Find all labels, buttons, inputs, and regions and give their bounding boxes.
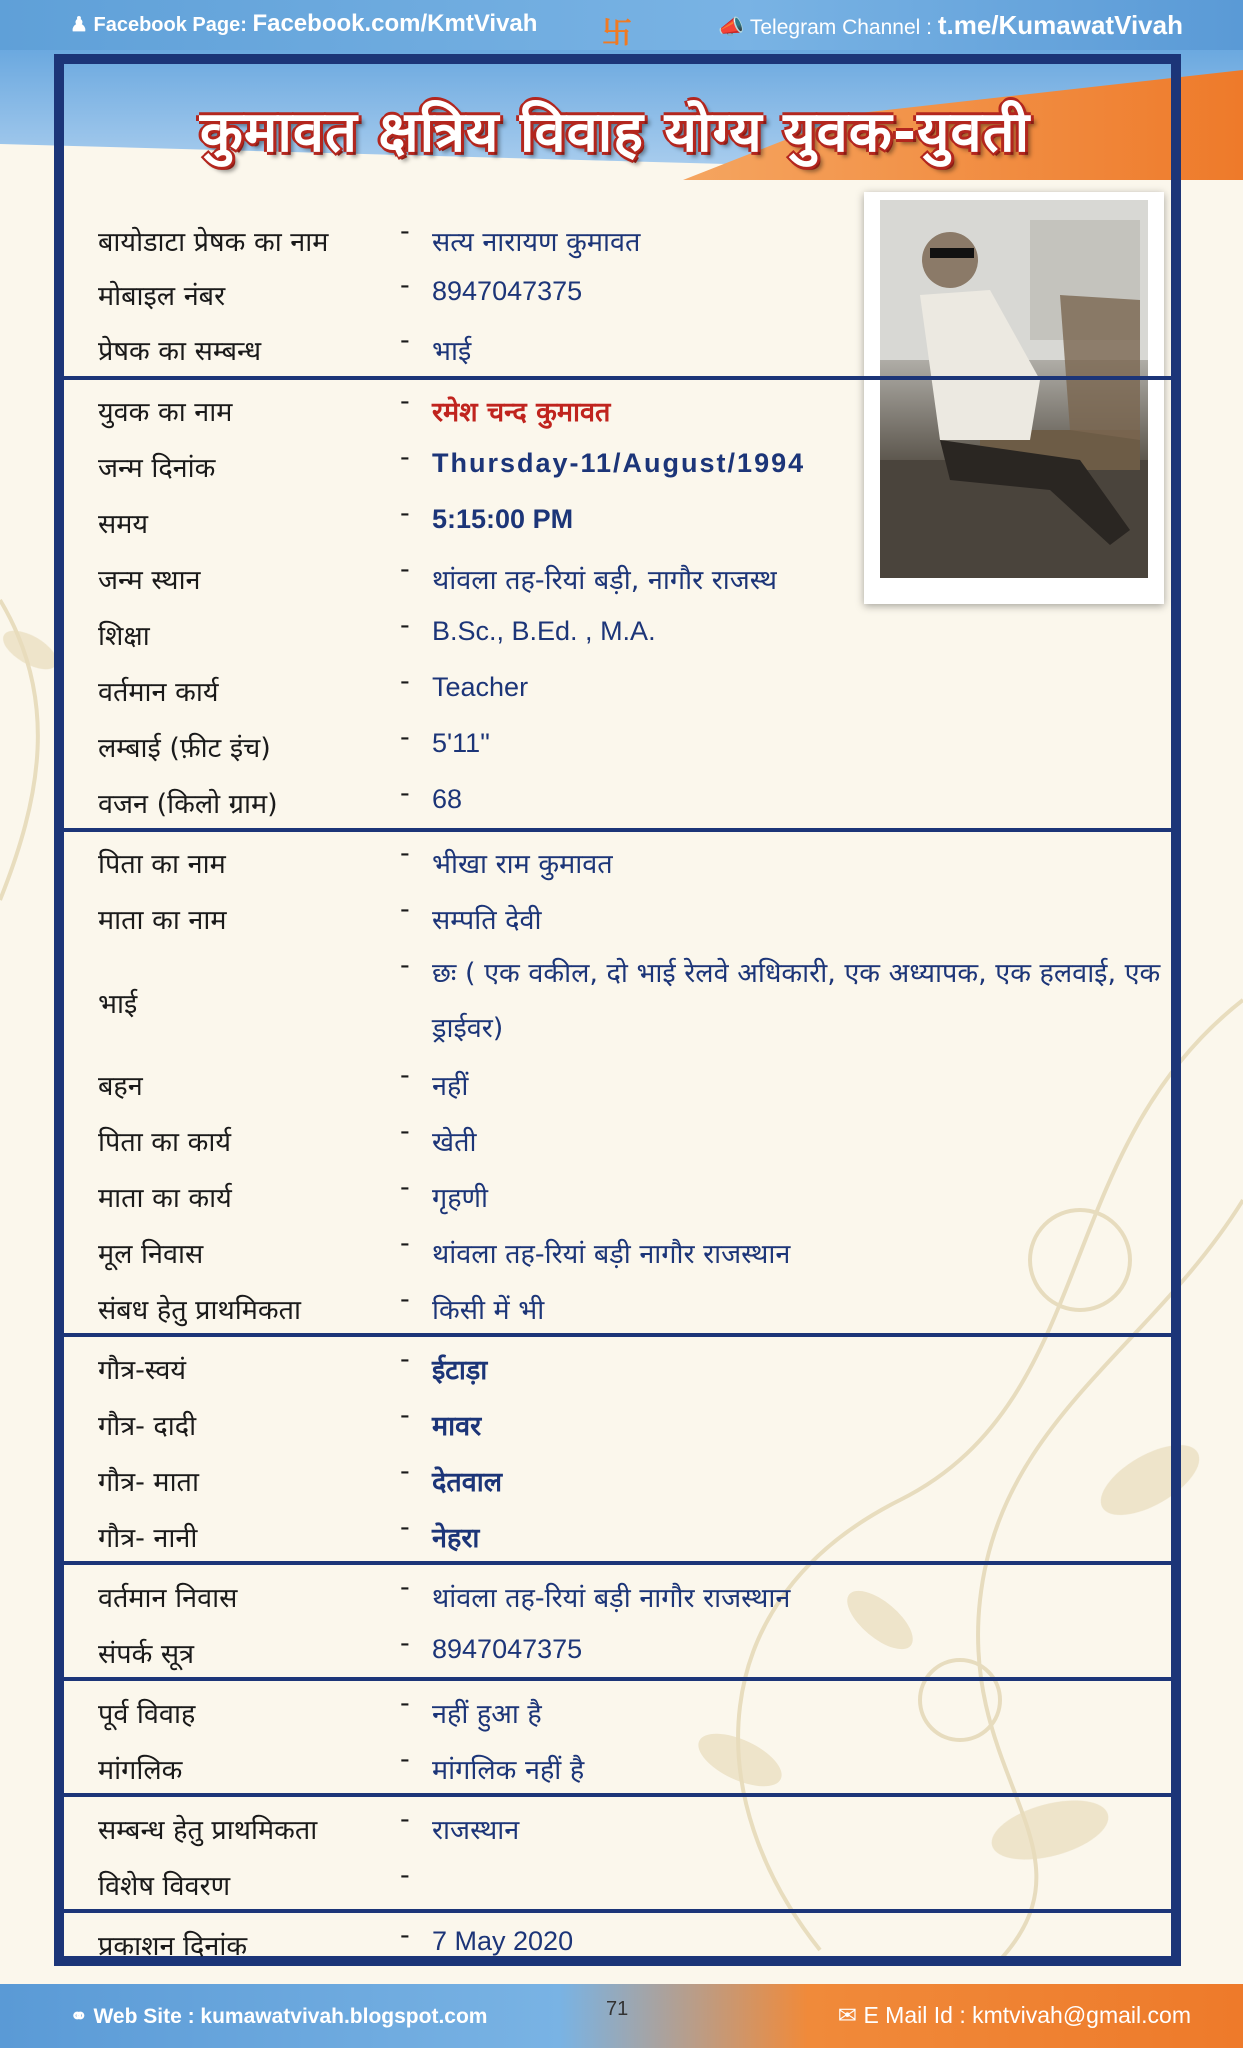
page-title: कुमावत क्षत्रिय विवाह योग्य युवक-युवती bbox=[199, 100, 1031, 165]
field-separator: - bbox=[400, 666, 410, 697]
email-link[interactable] bbox=[838, 2002, 1191, 2029]
field-label: शिक्षा bbox=[98, 621, 150, 652]
field-separator: - bbox=[400, 1344, 410, 1375]
field-label: बायोडाटा प्रेषक का नाम bbox=[98, 227, 329, 258]
field-label: जन्म स्थान bbox=[98, 565, 201, 596]
field-value: थांवला तह-रियां बड़ी नागौर राजस्थान bbox=[432, 1583, 791, 1614]
swastik-icon: 卐 bbox=[602, 17, 632, 50]
field-value: सत्य नारायण कुमावत bbox=[432, 227, 641, 258]
megaphone-icon: 📣 bbox=[718, 16, 745, 39]
field-label: विशेष विवरण bbox=[98, 1871, 231, 1902]
field-value: 5'11" bbox=[432, 728, 490, 758]
field-value: भाई bbox=[432, 336, 472, 367]
field-value: ईटाड़ा bbox=[432, 1355, 488, 1386]
field-separator: - bbox=[400, 1804, 410, 1835]
field-label: गौत्र- माता bbox=[98, 1467, 199, 1498]
field-label: मूल निवास bbox=[98, 1239, 204, 1270]
field-separator: - bbox=[400, 1456, 410, 1487]
field-separator: - bbox=[400, 778, 410, 809]
field-value: सम्पति देवी bbox=[432, 905, 542, 936]
facebook-url[interactable]: Facebook.com/KmtVivah bbox=[252, 10, 538, 37]
section-divider bbox=[64, 828, 1176, 832]
website-text[interactable]: Web Site : kumawatvivah.blogspot.com bbox=[93, 2005, 488, 2028]
field-label: सम्बन्ध हेतु प्राथमिकता bbox=[98, 1815, 318, 1846]
field-separator: - bbox=[400, 554, 410, 585]
section-divider bbox=[64, 1909, 1176, 1913]
field-separator: - bbox=[400, 386, 410, 417]
field-separator: - bbox=[400, 270, 410, 301]
field-separator: - bbox=[400, 950, 410, 981]
field-label: माता का नाम bbox=[98, 905, 227, 936]
field-value: गृहणी bbox=[432, 1183, 489, 1214]
field-value: किसी में भी bbox=[432, 1295, 545, 1326]
website-link[interactable] bbox=[70, 2004, 487, 2029]
field-label: वर्तमान निवास bbox=[98, 1583, 238, 1614]
field-value: नेहरा bbox=[432, 1523, 480, 1554]
mail-icon: ✉ bbox=[837, 2002, 858, 2028]
candidate-photo-image bbox=[880, 200, 1148, 578]
field-separator: - bbox=[400, 1512, 410, 1543]
field-value: Teacher bbox=[432, 672, 529, 702]
field-separator: - bbox=[400, 894, 410, 925]
candidate-photo bbox=[864, 192, 1164, 604]
field-value: नहीं bbox=[432, 1071, 469, 1102]
section-divider bbox=[64, 376, 1176, 380]
field-value: भीखा राम कुमावत bbox=[432, 849, 613, 880]
field-label: मांगलिक bbox=[98, 1755, 183, 1786]
field-value: देतवाल bbox=[432, 1467, 503, 1498]
field-label: बहन bbox=[98, 1071, 143, 1102]
field-separator: - bbox=[400, 1116, 410, 1147]
field-label: समय bbox=[98, 509, 149, 540]
facebook-label: Facebook Page: bbox=[93, 14, 247, 36]
field-label: वर्तमान कार्य bbox=[98, 677, 219, 708]
field-separator: - bbox=[400, 1920, 410, 1951]
section-divider bbox=[64, 1677, 1176, 1681]
field-label: वजन (किलो ग्राम) bbox=[98, 789, 278, 820]
field-label: जन्म दिनांक bbox=[98, 453, 216, 484]
field-separator: - bbox=[400, 1228, 410, 1259]
field-value: राजस्थान bbox=[432, 1815, 520, 1846]
field-separator: - bbox=[400, 1400, 410, 1431]
field-label: प्रेषक का सम्बन्ध bbox=[98, 336, 262, 367]
field-label: गौत्र- नानी bbox=[98, 1523, 198, 1554]
field-label: मोबाइल नंबर bbox=[98, 281, 226, 312]
field-separator: - bbox=[400, 1284, 410, 1315]
field-separator: - bbox=[400, 722, 410, 753]
field-value: 7 May 2020 bbox=[432, 1926, 574, 1956]
field-value: मावर bbox=[432, 1411, 482, 1442]
bottom-banner bbox=[0, 1984, 1243, 2048]
field-separator: - bbox=[400, 610, 410, 641]
field-value: B.Sc., B.Ed. , M.A. bbox=[432, 616, 656, 646]
field-value: रमेश चन्द कुमावत bbox=[432, 397, 611, 428]
field-label: गौत्र- दादी bbox=[98, 1411, 197, 1442]
field-label: माता का कार्य bbox=[98, 1183, 232, 1214]
field-separator: - bbox=[400, 325, 410, 356]
facebook-page[interactable] bbox=[70, 10, 537, 38]
field-value: Thursday-11/August/1994 bbox=[432, 448, 806, 478]
email-text[interactable]: E Mail Id : kmtvivah@gmail.com bbox=[863, 2002, 1191, 2028]
field-separator: - bbox=[400, 1688, 410, 1719]
field-value: थांवला तह-रियां बड़ी नागौर राजस्थान bbox=[432, 1239, 791, 1270]
field-value: 5:15:00 PM bbox=[432, 504, 574, 534]
top-banner bbox=[0, 0, 1243, 50]
field-separator: - bbox=[400, 838, 410, 869]
field-label: युवक का नाम bbox=[98, 397, 233, 428]
field-separator: - bbox=[400, 1572, 410, 1603]
field-label: संबध हेतु प्राथमिकता bbox=[98, 1295, 302, 1326]
field-separator: - bbox=[400, 1628, 410, 1659]
field-label: भाई bbox=[98, 989, 138, 1020]
field-label: पिता का नाम bbox=[98, 849, 226, 880]
section-divider bbox=[64, 1561, 1176, 1565]
field-separator: - bbox=[400, 1744, 410, 1775]
field-value[interactable]: 8947047375 bbox=[432, 276, 583, 306]
field-separator: - bbox=[400, 498, 410, 529]
telegram-channel[interactable] bbox=[718, 10, 1183, 41]
field-separator: - bbox=[400, 1860, 410, 1891]
field-value: खेती bbox=[432, 1127, 477, 1158]
field-separator: - bbox=[400, 216, 410, 247]
field-label: पिता का कार्य bbox=[98, 1127, 231, 1158]
field-label: लम्बाई (फ़ीट इंच) bbox=[98, 733, 271, 764]
field-value: मांगलिक नहीं है bbox=[432, 1755, 585, 1786]
telegram-url[interactable]: t.me/KumawatVivah bbox=[937, 10, 1183, 40]
field-separator: - bbox=[400, 1172, 410, 1203]
field-value: नहीं हुआ है bbox=[432, 1699, 542, 1730]
field-separator: - bbox=[400, 1060, 410, 1091]
field-label: गौत्र-स्वयं bbox=[98, 1355, 187, 1386]
person-icon: ♟ bbox=[70, 14, 88, 36]
field-value: 68 bbox=[432, 784, 463, 814]
field-label: संपर्क सूत्र bbox=[98, 1639, 195, 1670]
field-value[interactable]: 8947047375 bbox=[432, 1634, 583, 1664]
section-divider bbox=[64, 1793, 1176, 1797]
globe-icon: ⚭ bbox=[70, 2005, 88, 2028]
field-label: प्रकाशन दिनांक bbox=[98, 1931, 248, 1962]
field-label: पूर्व विवाह bbox=[98, 1699, 196, 1730]
page-number: 71 bbox=[606, 1998, 629, 2020]
field-separator: - bbox=[400, 442, 410, 473]
section-divider bbox=[64, 1333, 1176, 1337]
telegram-label: Telegram Channel : bbox=[749, 16, 932, 39]
field-value: छः ( एक वकील, दो भाई रेलवे अधिकारी, एक अध्यापक, एक हलवाई, एक ड्राईवर) bbox=[432, 958, 1161, 1044]
field-value: थांवला तह-रियां बड़ी, नागौर राजस्थ bbox=[432, 565, 777, 596]
